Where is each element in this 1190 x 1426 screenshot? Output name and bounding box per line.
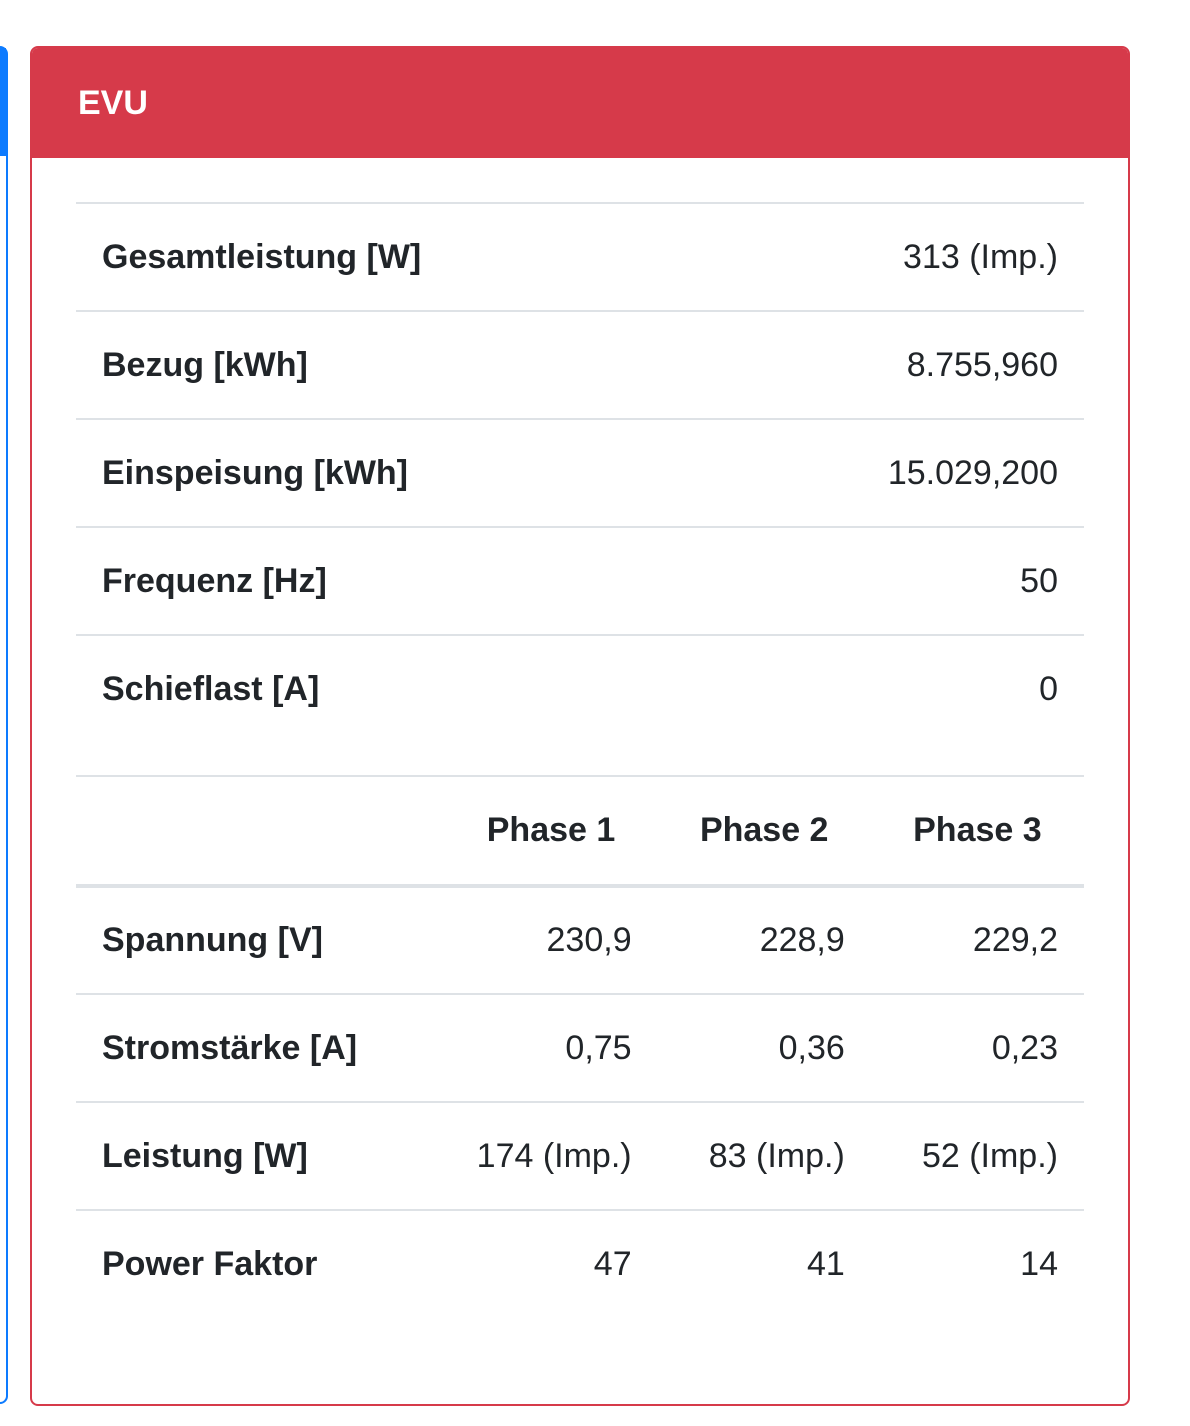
row-label: Stromstärke [A] (76, 994, 444, 1102)
row-value: 15.029,200 (707, 419, 1084, 527)
table-row (76, 527, 1084, 635)
header-phase-2: Phase 2 (658, 776, 871, 886)
summary-table (76, 202, 1084, 743)
table-row (76, 994, 1084, 1102)
row-label: Einspeisung [kWh] (76, 419, 707, 527)
header-phase-3: Phase 3 (871, 776, 1084, 886)
phase-2-value: 83 (Imp.) (658, 1102, 871, 1210)
phase-1-value: 0,75 (444, 994, 657, 1102)
phase-1-value: 47 (444, 1210, 657, 1318)
phase-3-value: 52 (Imp.) (871, 1102, 1084, 1210)
table-row (76, 203, 1084, 311)
row-label: Schieflast [A] (76, 635, 707, 743)
row-value: 50 (707, 527, 1084, 635)
phase-3-value: 0,23 (871, 994, 1084, 1102)
row-label: Spannung [V] (102, 921, 323, 959)
table-row (76, 419, 1084, 527)
phase-3-value: 14 (871, 1210, 1084, 1318)
row-value: 313 (Imp.) (707, 203, 1084, 311)
row-label: Gesamtleistung [W] (76, 203, 707, 311)
phases-table (76, 775, 1084, 1318)
card-body (32, 158, 1128, 1318)
phase-2-value: 41 (658, 1210, 871, 1318)
phase-3-value: 229,2 (972, 921, 1058, 959)
table-row (76, 1102, 1084, 1210)
row-value: 8.755,960 (707, 311, 1084, 419)
table-row (76, 635, 1084, 743)
phases-header-row (76, 776, 1084, 886)
row-label: Bezug [kWh] (76, 311, 707, 419)
row-value: 0 (707, 635, 1084, 743)
adjacent-card-edge (0, 46, 8, 1404)
card-title: EVU (78, 83, 148, 122)
table-row (76, 311, 1084, 419)
row-label: Leistung [W] (76, 1102, 444, 1210)
header-phase-1: Phase 1 (444, 776, 657, 886)
evu-card (30, 46, 1130, 1406)
card-header (32, 48, 1128, 158)
phase-2-value: 228,9 (759, 921, 845, 959)
row-label: Frequenz [Hz] (76, 527, 707, 635)
row-label: Power Faktor (76, 1210, 444, 1318)
adjacent-card-header (0, 48, 6, 156)
phase-1-value: 230,9 (546, 921, 632, 959)
section-spacer (76, 743, 1084, 775)
table-row (76, 886, 1084, 994)
table-row (76, 1210, 1084, 1318)
phase-1-value: 174 (Imp.) (444, 1102, 657, 1210)
phase-2-value: 0,36 (658, 994, 871, 1102)
header-empty-cell (76, 776, 444, 886)
